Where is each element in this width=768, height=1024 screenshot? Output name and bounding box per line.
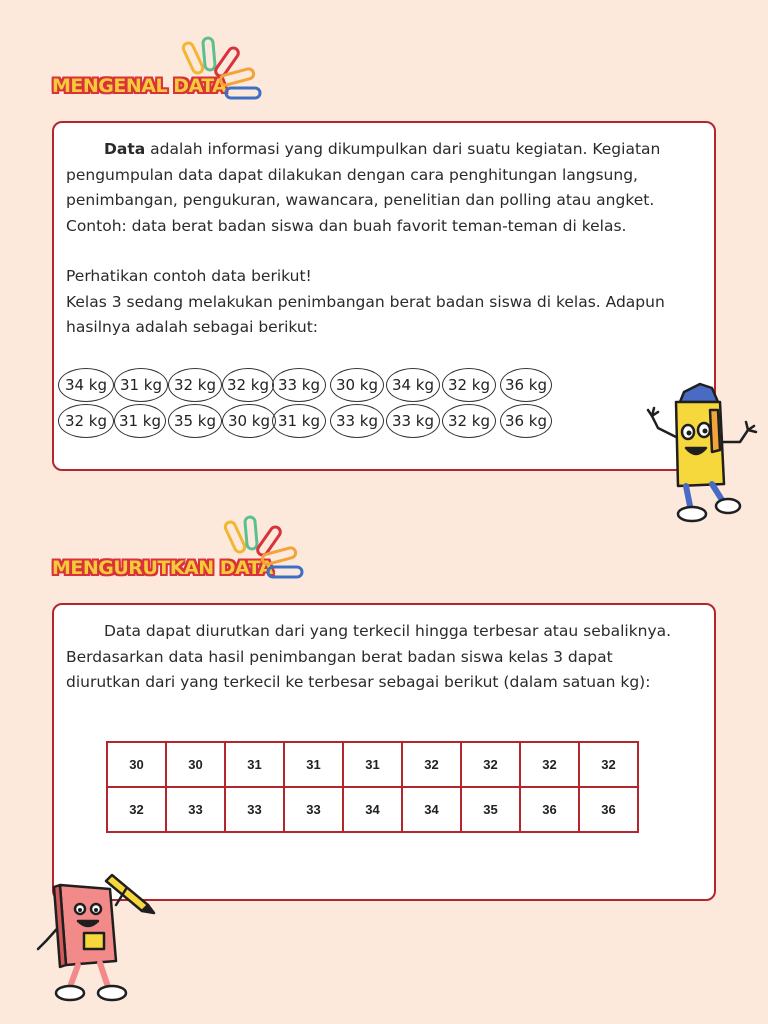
weight-oval: 32 kg (58, 404, 114, 438)
definition-text: adalah informasi yang dikumpulkan dari suatu kegiatan. Kegiatan pengumpulan data dapat dilakukan dengan cara penghitungan langsung, penimbangan, pengukuran, wawancara, penelitian dan polling atau angket. Contoh: data berat badan siswa dan buah favorit teman-teman di kelas. (66, 140, 661, 235)
example-intro: Perhatikan contoh data berikut! (66, 267, 312, 285)
table-cell: 34 (402, 787, 461, 832)
paragraph-sorting (66, 619, 686, 696)
weight-oval: 34 kg (58, 368, 114, 402)
table-cell: 35 (461, 787, 520, 832)
weight-oval: 30 kg (330, 368, 384, 402)
card-mengurutkan-data (52, 603, 716, 901)
keyword-data: Data (104, 140, 146, 158)
table-cell: 31 (284, 742, 343, 787)
weight-oval: 34 kg (386, 368, 440, 402)
highlighter-mascot-icon (640, 380, 762, 530)
weight-oval: 33 kg (386, 404, 440, 438)
table-cell: 32 (461, 742, 520, 787)
card-mengenal-data (52, 121, 716, 471)
paragraph-example (66, 264, 686, 341)
book-mascot-icon (30, 865, 160, 1005)
table-cell: 32 (579, 742, 638, 787)
table-cell: 32 (402, 742, 461, 787)
paragraph-definition (66, 137, 686, 239)
table-cell: 32 (107, 787, 166, 832)
example-description: Kelas 3 sedang melakukan penimbangan berat badan siswa di kelas. Adapun hasilnya adalah sebagai berikut: (66, 292, 665, 336)
paperclips-icon (180, 36, 270, 108)
table-cell: 31 (225, 742, 284, 787)
paperclips-icon (222, 515, 312, 587)
table-cell: 32 (520, 742, 579, 787)
table-row (107, 742, 638, 787)
table-cell: 33 (225, 787, 284, 832)
weight-oval: 30 kg (222, 404, 276, 438)
weight-oval: 32 kg (442, 368, 496, 402)
weight-oval: 36 kg (500, 368, 552, 402)
weight-oval: 31 kg (114, 404, 166, 438)
table-cell: 33 (284, 787, 343, 832)
weight-oval: 31 kg (114, 368, 168, 402)
weight-oval: 31 kg (272, 404, 326, 438)
table-cell: 31 (343, 742, 402, 787)
weight-oval: 33 kg (272, 368, 326, 402)
weight-oval: 35 kg (168, 404, 222, 438)
table-cell: 30 (166, 742, 225, 787)
weight-oval: 32 kg (442, 404, 496, 438)
table-cell: 36 (520, 787, 579, 832)
weight-oval: 33 kg (330, 404, 384, 438)
table-row (107, 787, 638, 832)
weight-oval: 32 kg (222, 368, 274, 402)
weight-oval: 36 kg (500, 404, 552, 438)
section-title-mengurutkan-data: MENGURUTKAN DATA (52, 557, 273, 579)
table-cell: 34 (343, 787, 402, 832)
table-cell: 33 (166, 787, 225, 832)
sorting-description: Berdasarkan data hasil penimbangan berat badan siswa kelas 3 dapat diurutkan dari yang terkecil ke terbesar sebagai berikut (dalam satuan kg): (66, 647, 651, 691)
sorting-line1: Data dapat diurutkan dari yang terkecil hingga terbesar atau sebaliknya. (104, 622, 672, 640)
table-cell: 36 (579, 787, 638, 832)
section-title-mengenal-data: MENGENAL DATA (52, 75, 227, 97)
weights-ovals (58, 368, 598, 448)
weight-oval: 32 kg (168, 368, 222, 402)
sorted-data-table (106, 741, 639, 833)
table-cell: 30 (107, 742, 166, 787)
